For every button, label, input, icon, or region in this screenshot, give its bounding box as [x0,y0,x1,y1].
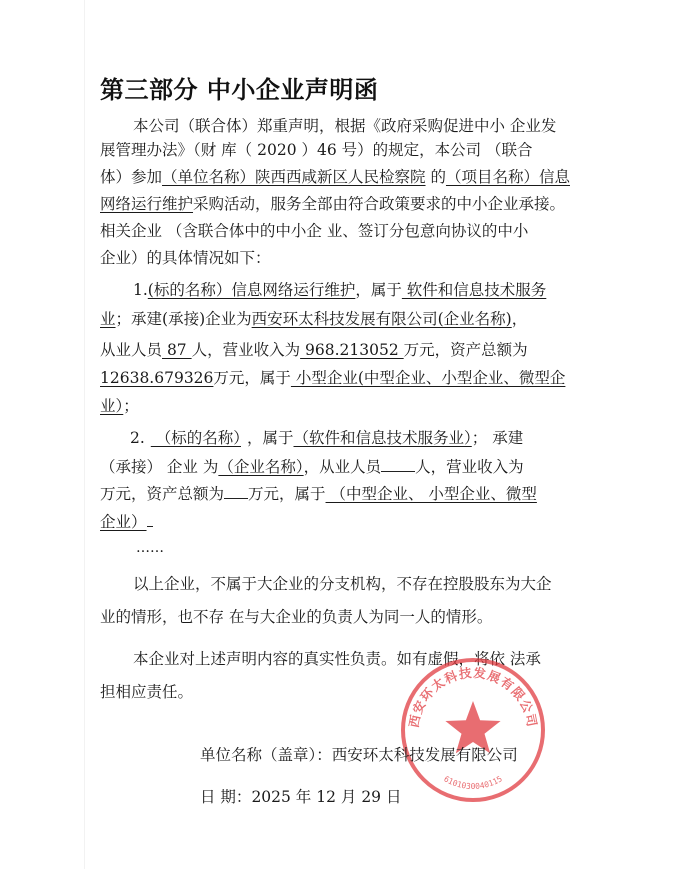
item-text: 人，营业收入为 [191,341,301,359]
signature-date [200,787,401,807]
item-text: 万元，资产总额为 [403,341,528,359]
item-text: 万元，资产总额为 [100,485,225,503]
enterprise-type-blank [147,512,153,527]
seal-company-text: 西安环太科技发展有限公司 [405,664,541,729]
item-text: ，从业人员 [303,458,382,476]
employees-field: 87 [162,341,192,359]
project-name-field-cont: 网络运行维护 [100,195,194,213]
page-title: 第三部分 中小企业声明函 [100,76,379,104]
enterprise-type-field: （中型企业、 小型企业、微型 [325,485,537,503]
signature-unit [200,745,518,765]
industry-field: （软件和信息技术服务业） [293,429,472,447]
para3-line2: 担相应责任。 [100,683,194,701]
unit-value: 西安环太科技发展有限公司 [331,746,518,764]
date-label: 日 期： [200,788,252,806]
date-value: 2025 年 12 月 29 日 [251,788,402,806]
assets-field: 12638.679326 [100,369,214,387]
company-seal [398,655,548,805]
unit-label: 单位名称（盖章）： [200,746,332,764]
para1-line2: 展管理办法》（财 库（ 2020 ）46 号）的规定，本公司 （联合 [100,141,533,159]
item-text: 万元，属于 [248,485,326,503]
para2-line2: 业的情形，也不存 在与大企业的负责人为同一人的情形。 [100,608,493,626]
item1-line4 [100,368,565,388]
para1-text: 采购活动，服务全部由符合政策要求的中小企业承接。 [193,195,566,213]
enterprise-type-field-cont: 业） [100,397,124,415]
unit-name-field: （单位名称）陕西西咸新区人民检察院 [162,168,426,186]
para1-line5: 相关企业 （含联合体中的中小企 业、签订分包意向协议的中小 [100,222,529,240]
enterprise-type-field: 小型企业(中型企业、小型企业、微型企 [290,369,566,387]
item-text: （承接） 企业 为 [100,458,219,476]
seal-code: 6101030040115 [442,774,504,792]
company-name-field: （企业名称） [218,458,304,476]
employees-blank [381,457,415,472]
ellipsis: …… [136,540,164,556]
item2-line2 [100,457,524,477]
subject-name-field: （标的名称） [150,429,241,447]
para1-line1: 本公司（联合体）郑重声明，根据《政府采购促进中小 企业发 [133,117,557,135]
subject-name-field: (标的名称）信息网络运行维护 [147,281,356,299]
para2-line1: 以上企业，不属于大企业的分支机构，不存在控股股东为大企 [133,575,552,593]
industry-field-cont: 业 [100,310,116,328]
para3-line1: 本企业对上述声明内容的真实性负责。如有虚假，将依 法承 [133,650,541,668]
assets-blank [224,484,248,499]
para1-line3 [100,167,570,187]
project-name-field: （项目名称）信息 [445,168,570,186]
item1-line5 [100,396,139,416]
para1-text: 体）参加 [100,168,163,186]
revenue-field: 968.213052 [300,341,404,359]
item1-line2 [100,309,527,329]
para1-text: 的 [425,168,446,186]
item1-line1 [133,280,546,300]
item-text: ；承建(承接)企业为 [115,310,252,328]
item-number: 1. [133,281,148,299]
scan-edge [84,0,85,869]
item2-line1 [130,428,523,448]
item-text: ，属于 [246,429,294,447]
item-text: 从业人员 [100,341,163,359]
item2-line3 [100,484,537,504]
para1-line6: 企业）的具体情况如下： [100,249,271,267]
item-text: 人，营业收入为 [415,458,524,476]
para1-line4 [100,194,565,214]
item-text: 万元，属于 [213,369,291,387]
item1-line3 [100,340,528,360]
item-text: ， [511,310,528,328]
company-name-field: 西安环太科技发展有限公司(企业名称) [251,310,512,328]
item-text: ； 承建 [471,429,524,447]
industry-field: 软件和信息技术服务 [401,281,547,299]
item2-line4 [100,512,153,532]
item-text: ，属于 [355,281,402,299]
item-number: 2. [130,429,145,447]
item-text: ； [123,397,139,415]
enterprise-type-field-cont: 企业） [100,513,147,531]
